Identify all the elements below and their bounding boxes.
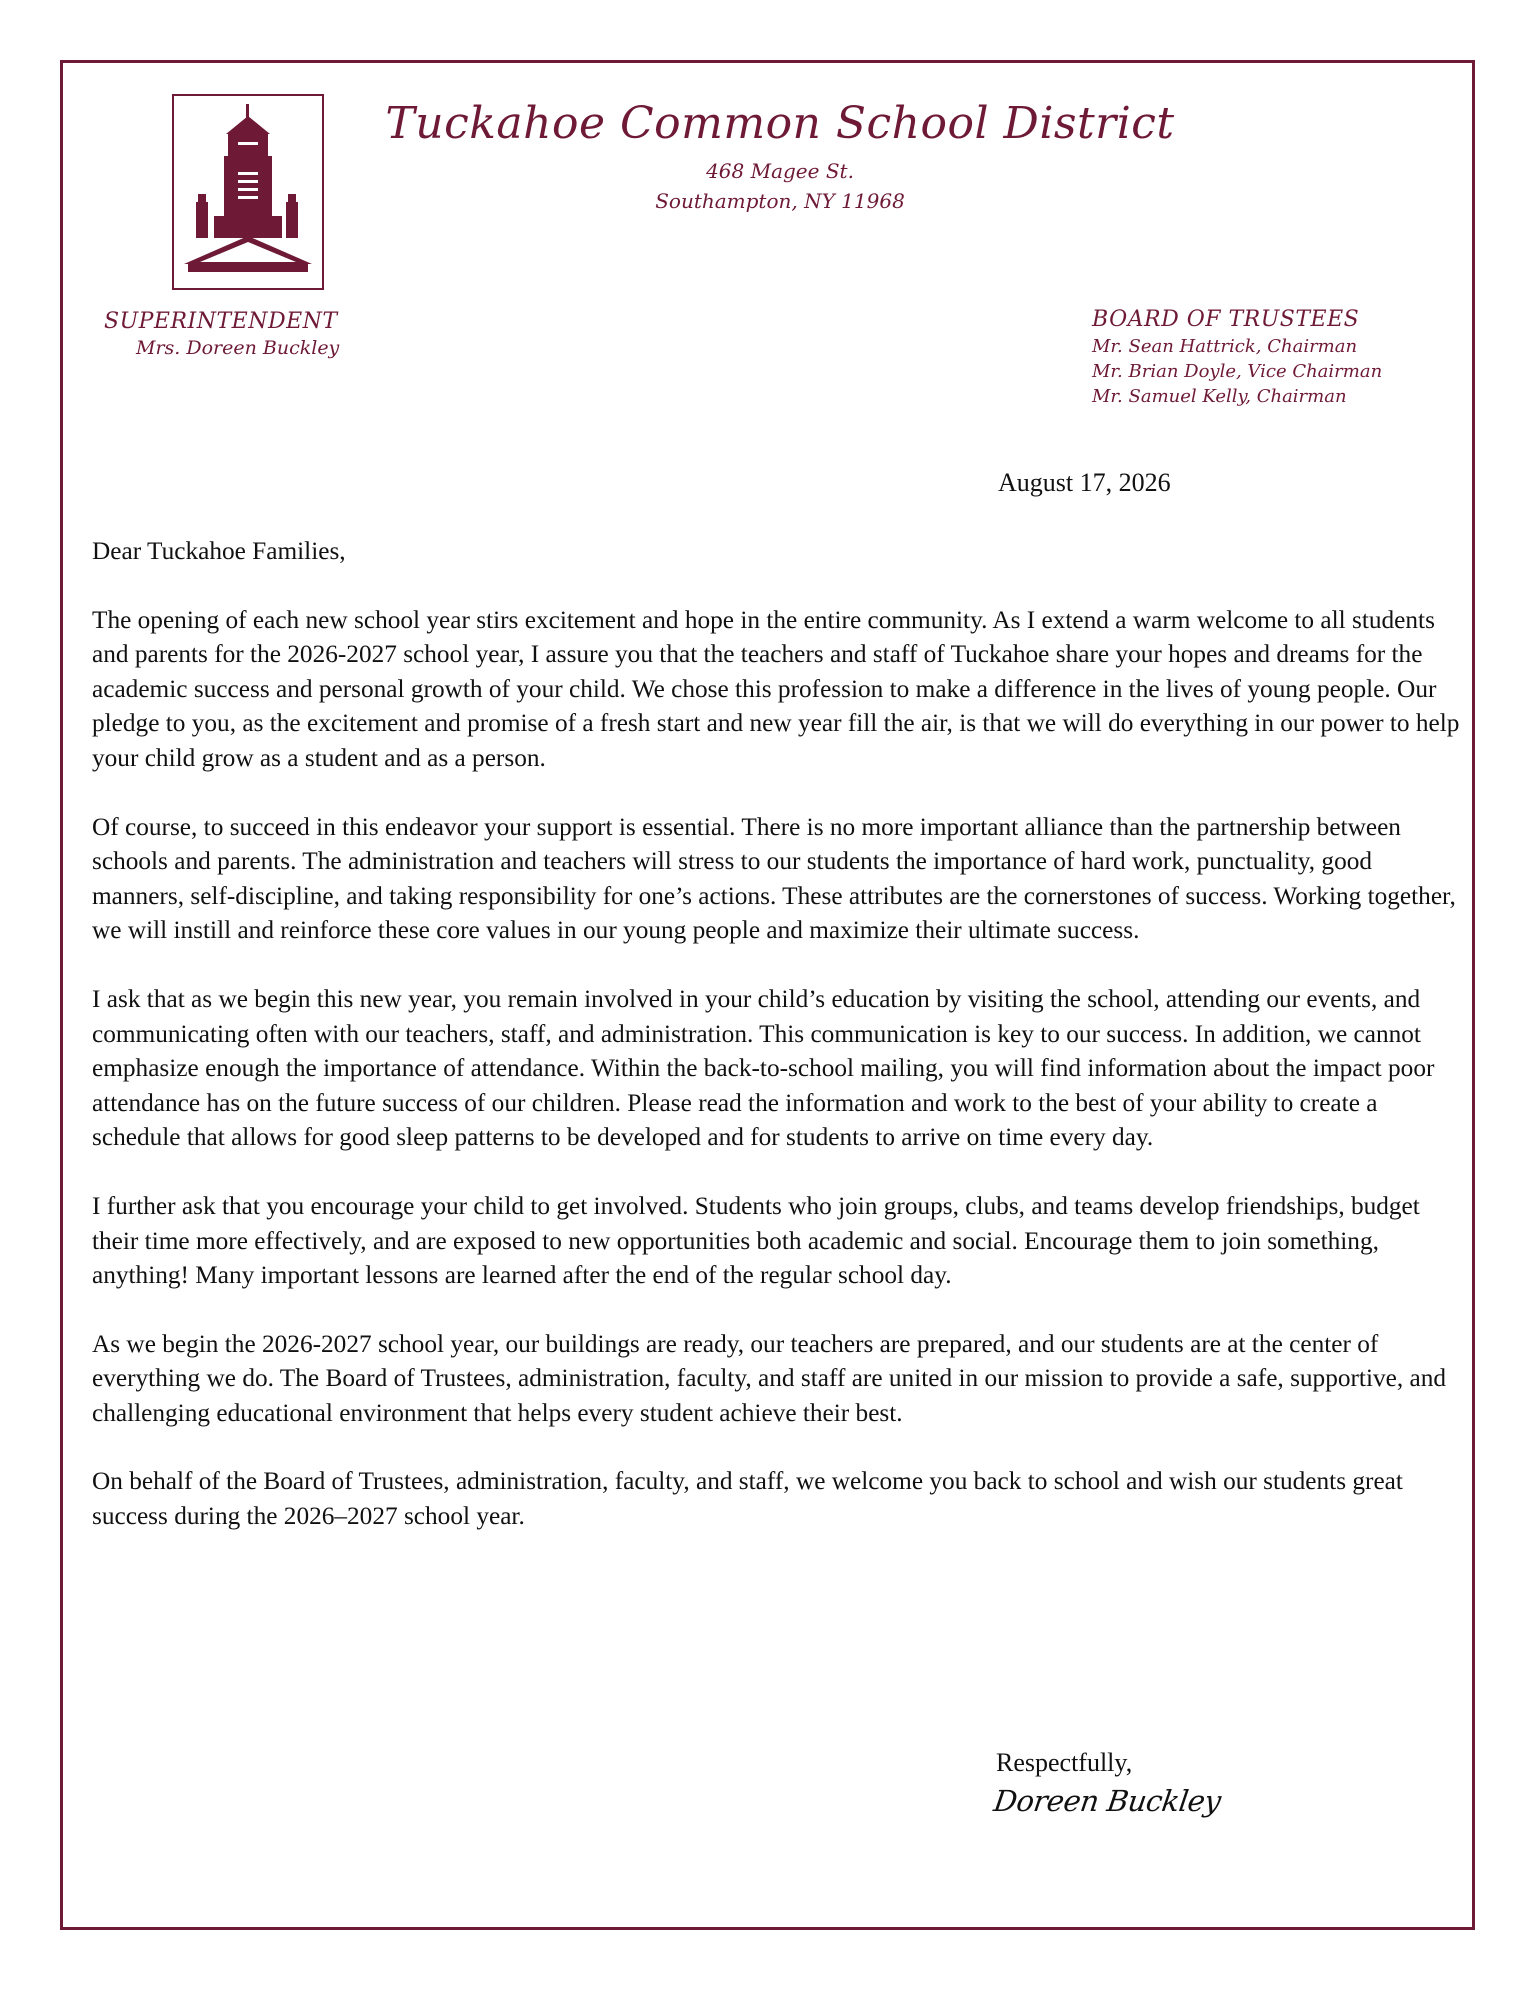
board-of-trustees-block <box>1092 306 1472 409</box>
signature: Doreen Buckley <box>991 1784 1223 1818</box>
closing-block <box>991 1746 1336 1818</box>
superintendent-name: Mrs. Doreen Buckley <box>136 337 340 359</box>
superintendent-title: SUPERINTENDENT <box>104 309 338 334</box>
letter-paragraph: I further ask that you encourage your child to get involved. Students who join groups, clubs, and teams develop friendships, budget their time more effectively, and are exposed to new opportunities both academic and social. Encourage them to join something, anything! Many important lessons are learned after the end of the regular school day. <box>92 1191 1420 1290</box>
letter-paragraph: I ask that as we begin this new year, you remain involved in your child’s education by visiting the school, attending our events, and communicating often with our teachers, staff, and administration. This communication is key to our success. In addition, we cannot emphasize enough the importance of attendance. Within the back-to-school mailing, you will find information about the impact poor attendance has on the future success of our children. Please read the information and work to the best of your ability to create a schedule that allows for good sleep patterns to be developed and for students to arrive on time every day. <box>92 984 1435 1152</box>
superintendent-block <box>104 308 424 360</box>
letter-paragraph: As we begin the 2026-2027 school year, our buildings are ready, our teachers are prepared, and our students are at the center of everything we do. The Board of Trustees, administration, faculty, and staff are united in our mission to provide a safe, supportive, and challenging educational environment that helps every student achieve their best. <box>92 1329 1447 1427</box>
letter-date: August 17, 2026 <box>998 468 1171 497</box>
school-building-icon <box>174 96 322 288</box>
board-title: BOARD OF TRUSTEES <box>1092 307 1360 332</box>
board-member: Mr. Samuel Kelly, Chairman <box>1092 386 1347 407</box>
district-name: Tuckahoe Common School District <box>385 98 1175 149</box>
board-member: Mr. Brian Doyle, Vice Chairman <box>1092 361 1383 382</box>
letter-body <box>92 534 1462 1568</box>
address-street: 468 Magee St. <box>706 159 854 183</box>
letter-paragraph: On behalf of the Board of Trustees, administration, faculty, and staff, we welcome you back to school and wish our students great success during the 2026–2027 school year. <box>92 1467 1403 1531</box>
board-member: Mr. Sean Hattrick, Chairman <box>1092 336 1358 357</box>
letter-closing: Respectfully, <box>996 1748 1133 1777</box>
letter-greeting: Dear Tuckahoe Families, <box>92 537 346 565</box>
school-building-logo <box>172 94 324 290</box>
letter-paragraph: The opening of each new school year stirs excitement and hope in the entire community. As I extend a warm welcome to all students and parents for the 2026-2027 school year, I assure you that the teachers and staff of Tuckahoe share your hopes and dreams for the academic success and personal growth of your child. We chose this profession to make a difference in the lives of young people. Our pledge to you, as the excitement and promise of a fresh start and new year fill the air, is that we will do everything in our power to help your child grow as a student and as a person. <box>92 605 1460 772</box>
letter-paragraph: Of course, to succeed in this endeavor your support is essential. There is no more important alliance than the partnership between schools and parents. The administration and teachers will stress to our students the importance of hard work, punctuality, good manners, self-discipline, and taking responsibility for one’s actions. These attributes are the cornerstones of success. Working together, we will instill and reinforce these core values in our young people and maximize their ultimate success. <box>92 812 1456 945</box>
district-address <box>380 156 1180 216</box>
address-city: Southampton, NY 11968 <box>655 189 905 213</box>
